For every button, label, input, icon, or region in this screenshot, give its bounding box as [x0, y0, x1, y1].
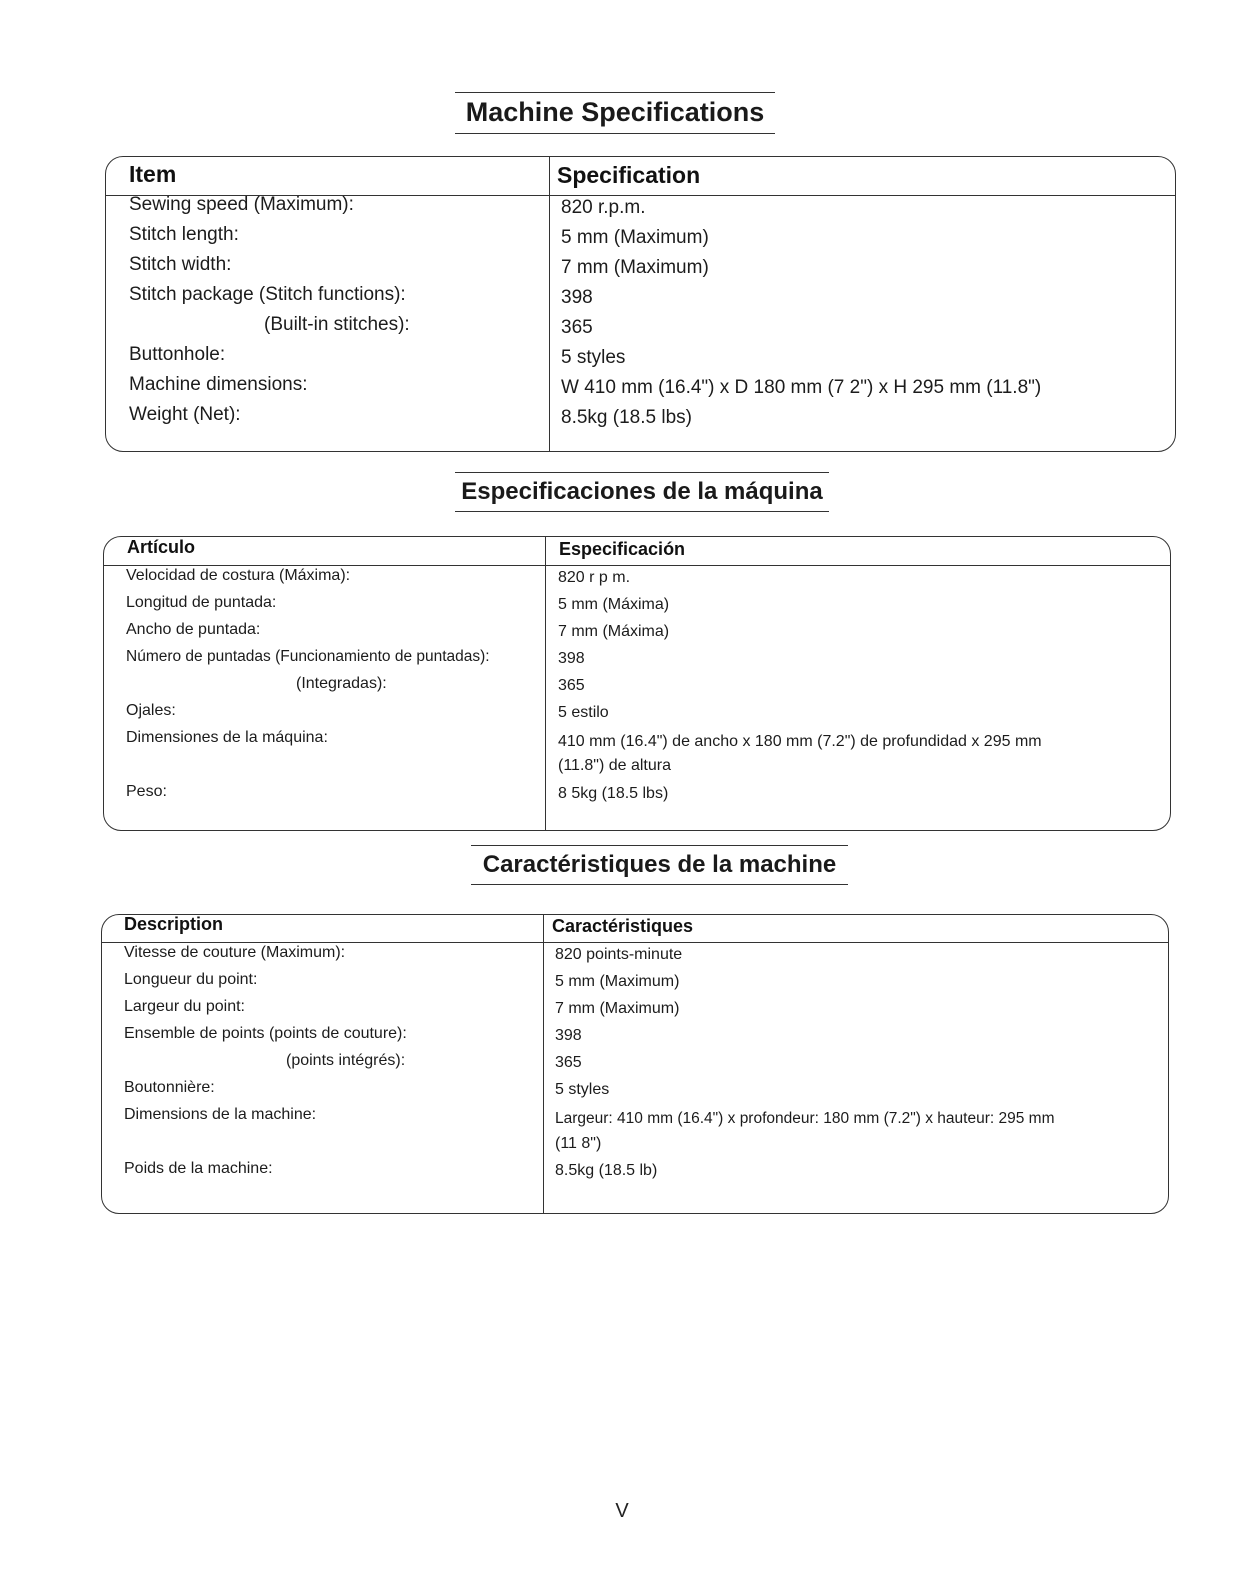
spec-label: (Integradas): [296, 675, 387, 692]
spec-label: Peso: [126, 783, 167, 800]
spec-label: Stitch package (Stitch functions): [129, 284, 406, 305]
spec-value: Largeur: 410 mm (16.4") x profondeur: 180 mm (7.2") x hauteur: 295 mm [555, 1110, 1055, 1127]
spec-value: 5 estilo [558, 704, 609, 721]
spec-label: Dimensiones de la máquina: [126, 729, 328, 746]
spec-value: 7 mm (Maximum) [555, 1000, 680, 1017]
column-header-item: Item [129, 161, 177, 187]
page-number: V [615, 1500, 629, 1522]
spec-value: 410 mm (16.4") de ancho x 180 mm (7.2") de profundidad x 295 mm [558, 733, 1042, 750]
spec-value: W 410 mm (16.4") x D 180 mm (7 2") x H 295 mm (11.8") [561, 377, 1042, 398]
spec-label: Vitesse de couture (Maximum): [124, 944, 346, 961]
spec-label: Ensemble de points (points de couture): [124, 1025, 407, 1042]
spec-label: Sewing speed (Maximum): [129, 194, 354, 215]
column-header-specification: Caractéristiques [552, 916, 694, 936]
spec-value: 8.5kg (18.5 lb) [555, 1162, 658, 1179]
spec-value: 5 styles [555, 1081, 610, 1098]
spec-value: 7 mm (Maximum) [561, 257, 709, 278]
spec-label: Stitch length: [129, 224, 239, 245]
spec-table-spanish [103, 536, 1171, 831]
spec-label: Ancho de puntada: [126, 621, 261, 638]
column-divider [545, 537, 546, 830]
spec-value: 5 styles [561, 347, 626, 368]
spec-value-continued: (11 8") [555, 1135, 602, 1152]
spec-value: 8.5kg (18.5 lbs) [561, 407, 692, 428]
column-header-item: Description [124, 914, 224, 934]
spec-label: Longueur du point: [124, 971, 258, 988]
spec-label: Machine dimensions: [129, 374, 308, 395]
spec-label: Longitud de puntada: [126, 594, 277, 611]
header-divider [104, 565, 1170, 566]
spec-label: Número de puntadas (Funcionamiento de puntadas): [126, 648, 490, 665]
spec-value: 365 [555, 1054, 582, 1071]
spec-value: 7 mm (Máxima) [558, 623, 670, 640]
spec-label: Boutonnière: [124, 1079, 215, 1096]
spec-value: 820 r p m. [558, 569, 631, 586]
spec-value: 5 mm (Maximum) [561, 227, 709, 248]
spec-value: 365 [561, 317, 593, 338]
spec-value: 398 [558, 650, 585, 667]
spec-value: 398 [561, 287, 593, 308]
column-divider [543, 915, 544, 1213]
spec-value: 8 5kg (18.5 lbs) [558, 785, 669, 802]
spec-label: Poids de la machine: [124, 1160, 273, 1177]
spec-label: Buttonhole: [129, 344, 226, 365]
spec-label: Stitch width: [129, 254, 232, 275]
spec-label: Dimensions de la machine: [124, 1106, 317, 1123]
spec-label: Weight (Net): [129, 404, 241, 425]
spec-label: (Built-in stitches): [264, 314, 410, 335]
section-title-english: Machine Specifications [455, 92, 775, 134]
spec-label: (points intégrés): [286, 1052, 406, 1069]
spec-table-english [105, 156, 1176, 452]
section-title-spanish: Especificaciones de la máquina [455, 472, 829, 512]
spec-value: 5 mm (Maximum) [555, 973, 680, 990]
spec-table-french [101, 914, 1169, 1214]
spec-label: Velocidad de costura (Máxima): [126, 567, 351, 584]
column-divider [549, 157, 550, 451]
spec-value: 5 mm (Máxima) [558, 596, 670, 613]
spec-value: 365 [558, 677, 585, 694]
column-header-specification: Especificación [559, 539, 686, 559]
spec-value-continued: (11.8") de altura [558, 757, 671, 774]
spec-value: 398 [555, 1027, 582, 1044]
spec-label: Ojales: [126, 702, 176, 719]
spec-label: Largeur du point: [124, 998, 245, 1015]
spec-value: 820 r.p.m. [561, 197, 646, 218]
column-header-specification: Specification [557, 162, 701, 188]
header-divider [102, 942, 1168, 943]
spec-value: 820 points-minute [555, 946, 683, 963]
section-title-french: Caractéristiques de la machine [471, 845, 848, 885]
column-header-item: Artículo [127, 537, 196, 557]
